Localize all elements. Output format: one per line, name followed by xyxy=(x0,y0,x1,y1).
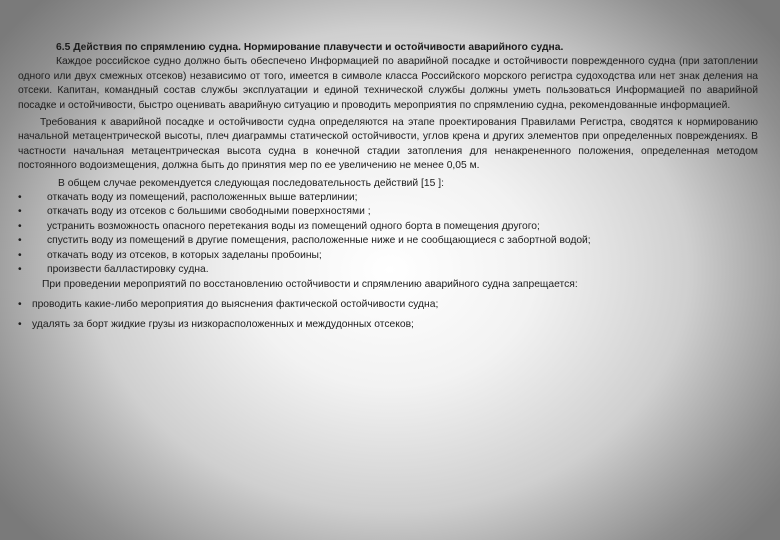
prohibitions-list xyxy=(18,298,758,333)
paragraph-actions-intro: В общем случае рекомендуется следующая последовательность действий [15 ]: xyxy=(58,177,444,189)
document-body xyxy=(18,41,758,333)
bullet-icon: • xyxy=(18,249,22,261)
list-item xyxy=(18,318,758,332)
list-item-text: устранить возможность опасного перетекания воды из помещений одного борта в помещения другого; xyxy=(47,220,540,232)
paragraph-prohibitions-intro: При проведении мероприятий по восстановлению остойчивости и спрямлению аварийного судна запрещается: xyxy=(42,278,578,290)
paragraph-stability-requirements: Требования к аварийной посадке и остойчивости судна определяются на этапе проектирования Правилами Регистра, сводятся к нормированию начальной метацентрической высоты, плеч диаграммы статической остойчивости, углов крена и других элементов при определенных повреждениях. В частности начальная метацентрическая высота судна в конечной стадии затопления для ненакрененного положения, определенная методом постоянного водоизмещения, должна быть до принятия мер по ее увеличению не менее 0,05 м. xyxy=(18,117,758,172)
bullet-icon: • xyxy=(18,298,22,310)
list-item xyxy=(18,191,758,205)
list-item xyxy=(18,220,758,234)
list-item xyxy=(18,234,758,248)
list-item xyxy=(18,205,758,219)
section-title-part2: Нормирование плавучести и остойчивости аварийного судна. xyxy=(243,42,564,53)
list-item-text: откачать воду из отсеков, в которых заделаны пробоины; xyxy=(47,249,322,261)
list-item-text: удалять за борт жидкие грузы из низкорасположенных и междудонных отсеков; xyxy=(32,319,414,331)
bullet-icon: • xyxy=(18,319,22,331)
section-number: 6.5 xyxy=(56,42,71,53)
list-item-text: проводить какие-либо мероприятия до выяснения фактической остойчивости судна; xyxy=(32,298,439,310)
list-item-text: спустить воду из помещений в другие помещения, расположенные ниже и не сообщающиеся с забортной водой; xyxy=(47,235,591,247)
list-item xyxy=(18,298,758,312)
bullet-icon: • xyxy=(18,192,22,204)
list-item-text: откачать воду из отсеков с большими свободными поверхностями ; xyxy=(47,206,371,218)
list-item xyxy=(18,249,758,263)
section-title-part1: Действия по спрямлению судна. xyxy=(73,42,241,53)
bullet-icon: • xyxy=(18,235,22,247)
list-item-text: откачать воду из помещений, расположенных выше ватерлинии; xyxy=(47,192,358,204)
paragraph-requirements-info: Каждое российское судно должно быть обеспечено Информацией по аварийной посадке и остойчивости поврежденного судна (при затоплении одного или двух смежных отсеков) независимо от того, имеется в символе класса Российского морского регистра судоходства или нет знак деления на отсеки. Капитан, командный состав службы эксплуатации и единой технической службы должны уметь пользоваться Информацией по аварийной посадке и остойчивости, быстро оценивать аварийную ситуацию и проводить мероприятия по спрямлению судна, рекомендованные информацией. xyxy=(18,56,758,111)
bullet-icon: • xyxy=(18,206,22,218)
list-item xyxy=(18,263,758,277)
bullet-icon: • xyxy=(18,220,22,232)
actions-list xyxy=(18,191,758,277)
bullet-icon: • xyxy=(18,264,22,276)
section-heading xyxy=(18,41,758,55)
list-item-text: произвести балластировку судна. xyxy=(47,264,209,276)
